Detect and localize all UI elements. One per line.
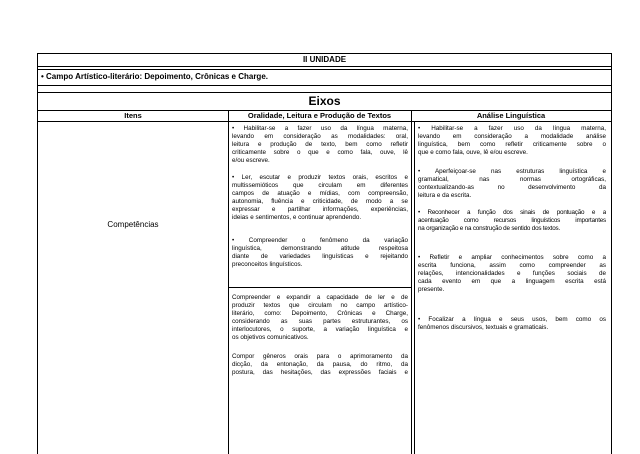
oralidade-paragraph-4: Compreender e expandir a capacidade de ler e de produzir textos que circulam no campo artístico- literário, como: Depoimento, Crônicas e Charge, considerando as suas partes estruturantes, os interlocutores, o suporte, a variação linguística e os objetivos comunicativos. [232,294,408,341]
column-header-analise: Análise Linguística [476,111,546,120]
inner-margin-line [414,121,415,454]
analise-paragraph-4: • Refletir e ampliar conhecimentos sobre como a escrita funciona, assim como compreender as relações, intencionalidades e funções sociais de cada evento em que a linguagem escrita está presente. [418,254,606,293]
oralidade-paragraph-3: • Compreender o fenômeno da variação linguística, demonstrando atitude respeitosa diante de variedades linguísticas e rejeitando preconceitos linguísticos. [232,237,408,268]
divider [38,85,611,86]
campo-description: • Campo Artístico-literário: Depoimento, Crônicas e Charge. [41,72,268,81]
unit-title: II UNIDADE [302,55,347,64]
divider [38,121,611,122]
divider [38,92,611,93]
oralidade-paragraph-5: Compor gêneros orais para o aprimoramento da dicção, da entonação, da pausa, do ritmo, da postura, das hesitações, das expressões faciais e [232,353,408,376]
analise-paragraph-2: • Aperfeiçoar-se nas estruturas linguística e gramatical, nas normas ortográficas, contextualizando-as no desenvolvimento da leitura e da escrita. [418,168,606,199]
column-header-oralidade: Oralidade, Leitura e Produção de Textos [247,111,392,120]
analise-paragraph-3: • Reconhecer a função dos sinais de pontuação e a acentuação como recursos linguísticos importantes na organização e na construção de sentido dos textos. [418,209,606,232]
oralidade-paragraph-1: • Habilitar-se a fazer uso da língua materna, levando em consideração as modalidades: oral, leitura e produção de texto, bem como refletir criticamente sobre o que e como fala, ouve, lê e/ou escreve. [232,125,408,164]
divider [228,287,411,288]
column-header-itens: Itens [124,111,142,120]
divider [38,69,611,70]
row-label-competencias: Competências [107,220,159,229]
oralidade-paragraph-2: • Ler, escutar e produzir textos orais, escritos e multissemióticos que circulam em diferentes campos de atuação e mídias, com compreensão, autonomia, fluência e criticidade, de modo a se expressar e partilhar informações, experiências, ideias e sentimentos, e continuar aprendendo. [232,174,408,221]
eixos-heading: Eixos [308,94,341,108]
curriculum-table [37,53,612,454]
analise-paragraph-1: • Habilitar-se a fazer uso da língua materna, levando em consideração a modalidade análise linguística, bem como refletir criticamente sobre o que e como fala, ouve, lê e/ou escreve. [418,125,606,156]
column-divider [228,110,229,454]
column-divider [411,110,412,454]
analise-paragraph-5: • Focalizar a língua e seus usos, bem como os fenômenos discursivos, textuais e gramaticais. [418,316,606,331]
divider [38,66,611,67]
